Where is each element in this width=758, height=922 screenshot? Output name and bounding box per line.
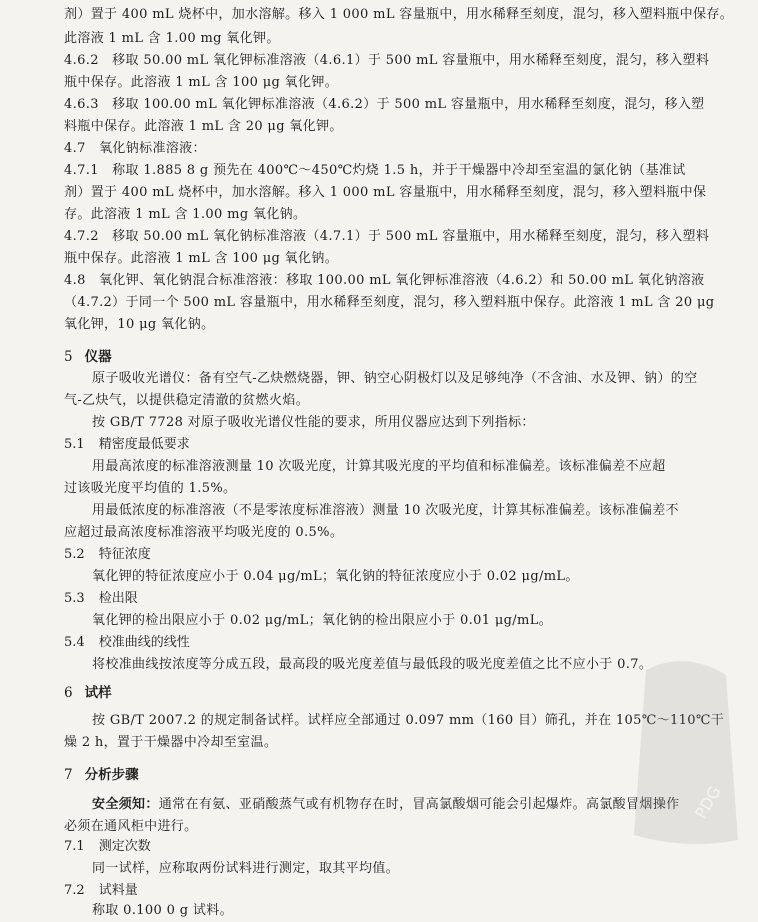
subsection-number: 5.2 — [64, 547, 85, 562]
subsection-heading-5-2 — [64, 546, 151, 563]
subsection-heading-5-3 — [64, 590, 138, 607]
text-line: 剂）置于 400 mL 烧杯中，加水溶解。移入 1 000 mL 容量瓶中，用水稀释至刻度，混匀，移入塑料瓶中保存。 — [64, 7, 734, 22]
paragraph-line: 将校准曲线按浓度等分成五段，最高段的吸光度差值与最低段的吸光度差值之比不应小于 0.7。 — [92, 657, 653, 672]
text-line: 4.8 氧化钾、氧化钠混合标准溶液：移取 100.00 mL 氧化钾标准溶液（4.6.2）和 50.00 mL 氧化钠溶液 — [64, 273, 705, 288]
paragraph-line: 燥 2 h，置于干燥器中冷却至室温。 — [64, 735, 278, 750]
text-line: 剂）置于 400 mL 烧杯中，加水溶解。移入 1 000 mL 容量瓶中，用水稀释至刻度，混匀，移入塑料瓶中保 — [64, 185, 707, 200]
safety-text: 通常在有氨、亚硝酸蒸气或有机物存在时，冒高氯酸烟可能会引起爆炸。高氯酸冒烟操作 — [158, 797, 680, 812]
watermark-text: PDG — [691, 782, 725, 822]
paragraph-line: 用最低浓度的标准溶液（不是零浓度标准溶液）测量 10 次吸光度，计算其标准偏差。该标准偏差不 — [92, 503, 679, 518]
subsection-number: 7.2 — [64, 883, 85, 898]
subsection-title: 试料量 — [98, 883, 138, 898]
text-line: 4.7.1 称取 1.885 8 g 预先在 400℃～450℃灼烧 1.5 h，并于干燥器中冷却至室温的氯化钠（基准试 — [64, 163, 686, 178]
section-title: 试样 — [84, 685, 112, 701]
text-line: 4.6.3 移取 100.00 mL 氧化钾标准溶液（4.6.2）于 500 mL 容量瓶中，用水稀释至刻度，混匀，移入塑 — [64, 97, 705, 112]
text-line: 4.6.2 移取 50.00 mL 氧化钾标准溶液（4.6.1）于 500 mL 容量瓶中，用水稀释至刻度，混匀，移入塑料 — [64, 53, 710, 68]
section-heading-7 — [64, 766, 139, 784]
text-line: 瓶中保存。此溶液 1 mL 含 100 μg 氧化钠。 — [64, 251, 339, 266]
text-line: （4.7.2）于同一个 500 mL 容量瓶中，用水稀释至刻度，混匀，移入塑料瓶中保存。此溶液 1 mL 含 20 μg — [64, 295, 715, 310]
text-line: 氧化钾，10 μg 氧化钠。 — [64, 317, 215, 332]
section-heading-6 — [64, 684, 112, 702]
subsection-title: 校准曲线的线性 — [98, 635, 190, 650]
section-heading-5 — [64, 348, 112, 366]
subsection-title: 特征浓度 — [98, 547, 151, 562]
paragraph-line: 氧化钾的检出限应小于 0.02 μg/mL；氧化钠的检出限应小于 0.01 μg/mL。 — [92, 613, 553, 628]
section-title: 仪器 — [84, 349, 112, 365]
text-line: 4.7 氧化钠标准溶液： — [64, 141, 206, 156]
text-line: 瓶中保存。此溶液 1 mL 含 100 μg 氧化钾。 — [64, 75, 339, 90]
subsection-title: 测定次数 — [98, 839, 151, 854]
subsection-number: 5.1 — [64, 437, 85, 452]
text-line: 存。此溶液 1 mL 含 1.00 mg 氧化钠。 — [64, 207, 307, 222]
text-line: 此溶液 1 mL 含 1.00 mg 氧化钾。 — [64, 31, 280, 46]
subsection-heading-5-4 — [64, 634, 190, 651]
section-number: 6 — [64, 685, 73, 701]
subsection-title: 检出限 — [98, 591, 138, 606]
subsection-number: 5.4 — [64, 635, 85, 650]
paragraph-line: 过该吸光度平均值的 1.5%。 — [64, 481, 237, 496]
paragraph-line: 同一试样，应称取两份试料进行测定，取其平均值。 — [92, 861, 400, 876]
safety-note-line — [92, 796, 742, 813]
section-title: 分析步骤 — [84, 767, 139, 783]
subsection-title: 精密度最低要求 — [98, 437, 190, 452]
paragraph-line: 按 GB/T 2007.2 的规定制备试样。试样应全部通过 0.097 mm（160 目）筛孔，并在 105℃～110℃干 — [92, 713, 725, 728]
safety-label: 安全须知： — [92, 797, 159, 812]
paragraph-line: 必须在通风柜中进行。 — [64, 819, 198, 834]
paragraph-line: 应超过最高浓度标准溶液平均吸光度的 0.5%。 — [64, 525, 344, 540]
subsection-heading-7-1 — [64, 838, 151, 855]
section-number: 5 — [64, 349, 73, 365]
paragraph-line: 气-乙炔气，以提供稳定清澈的贫燃火焰。 — [64, 393, 310, 408]
paragraph-line: 按 GB/T 7728 对原子吸收光谱仪性能的要求，所用仪器应达到下列指标： — [92, 415, 535, 430]
section-number: 7 — [64, 767, 73, 783]
text-line: 料瓶中保存。此溶液 1 mL 含 20 μg 氧化钾。 — [64, 119, 343, 134]
subsection-number: 7.1 — [64, 839, 85, 854]
paragraph-line: 用最高浓度的标准溶液测量 10 次吸光度，计算其吸光度的平均值和标准偏差。该标准偏差不应超 — [92, 459, 666, 474]
paragraph-line: 称取 0.100 0 g 试料。 — [92, 903, 233, 918]
paragraph-line: 原子吸收光谱仪：备有空气-乙炔燃烧器，钾、钠空心阴极灯以及足够纯净（不含油、水及钾、钠）的空 — [92, 371, 698, 386]
subsection-number: 5.3 — [64, 591, 85, 606]
paragraph-line: 氧化钾的特征浓度应小于 0.04 μg/mL；氧化钠的特征浓度应小于 0.02 μg/mL。 — [92, 569, 579, 584]
subsection-heading-7-2 — [64, 882, 138, 899]
subsection-heading-5-1 — [64, 436, 190, 453]
text-line: 4.7.2 移取 50.00 mL 氧化钠标准溶液（4.7.1）于 500 mL 容量瓶中，用水稀释至刻度，混匀，移入塑料 — [64, 229, 710, 244]
